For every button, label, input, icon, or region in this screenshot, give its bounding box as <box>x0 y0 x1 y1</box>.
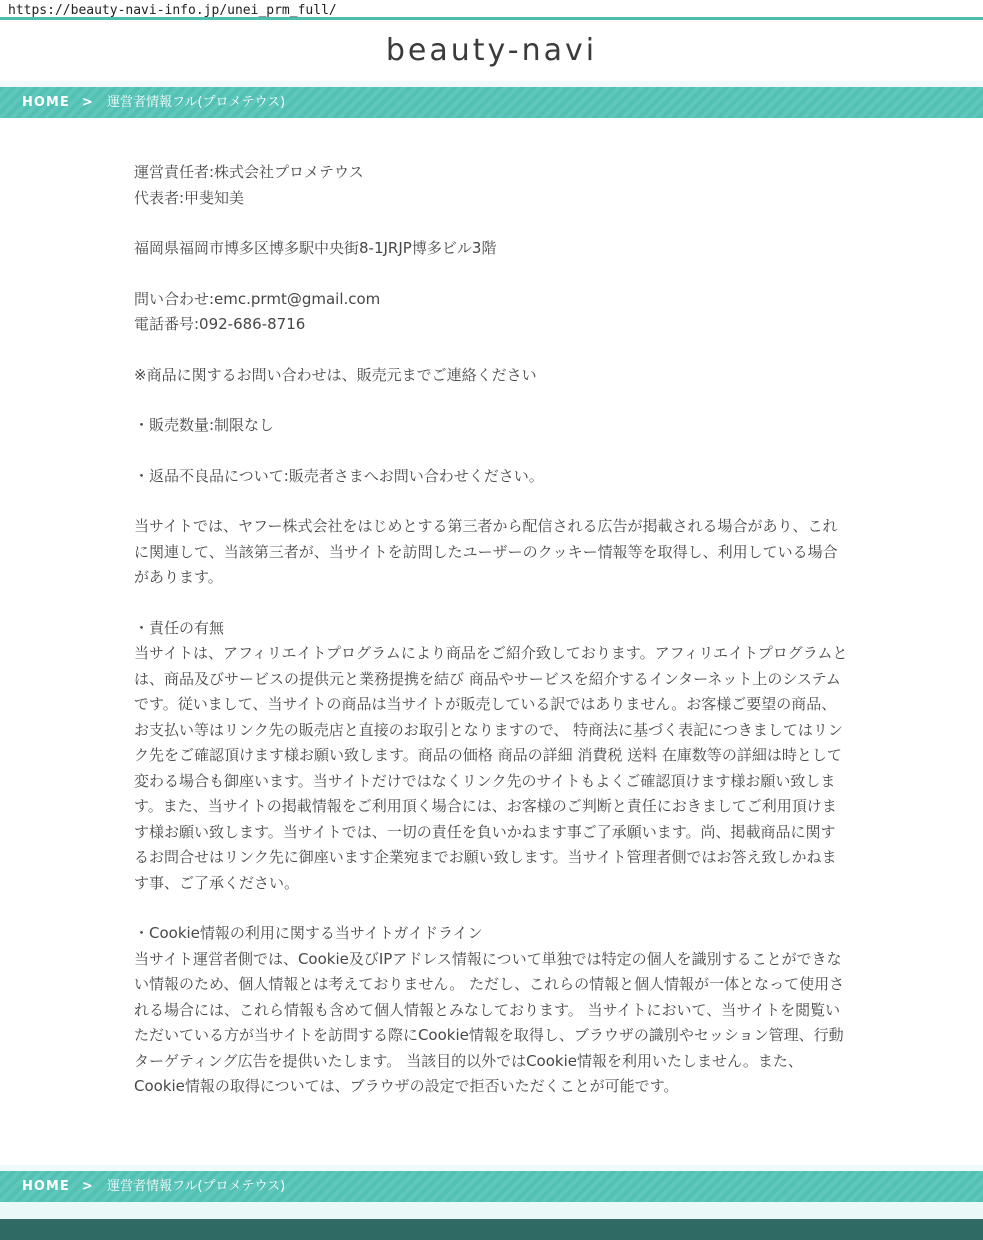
paragraph: 運営責任者:株式会社プロメテウス 代表者:甲斐知美 <box>134 163 364 207</box>
breadcrumb-separator: > <box>81 1178 93 1194</box>
site-title: beauty-navi <box>385 33 598 68</box>
paragraph: 問い合わせ:emc.prmt@gmail.com 電話番号:092-686-8716 <box>134 289 381 333</box>
paragraph: ※商品に関するお問い合わせは、販売元までご連絡ください <box>134 365 537 384</box>
paragraph: ・責任の有無 当サイトは、アフィリエイトプログラムにより商品をご紹介致しております。アフィリエイトプログラムとは、商品及びサービスの提供元と業務提携を結び 商品やサービスを紹介するインターネット上のシステムです。従いまして、当サイトの商品は当サイトが販売している訳ではありません。お客様ご要望の商品、お支払い等はリンク先の販売店と直接のお取引となりますので、 特商法に基づく表記につきましてはリンク先をご確認頂けます様お願い致します。商品の価格 商品の詳細 消費税 送料 在庫数等の詳細は時として変わる場合も御座います。当サイトだけではなくリンク先のサイトもよくご確認頂けます様お願い致します。また、当サイトの掲載情報をご利用頂く場合には、お客様のご判断と責任におきましてご利用頂けます様お願い致します。当サイトでは、一切の責任を負いかねます事ご了承願います。尚、掲載商品に関するお問合せはリンク先に御座います企業宛までお願い致します。当サイト管理者側ではお答え致しかねます事、ご了承ください。 <box>134 618 848 892</box>
breadcrumb-home-link[interactable]: HOME <box>22 1178 70 1194</box>
url-bar <box>0 0 983 20</box>
content-area <box>134 118 849 1165</box>
breadcrumb-current-page: 運営者情報フル(プロメテウス) <box>106 95 286 110</box>
page-footer <box>0 1219 983 1240</box>
paragraph: 福岡県福岡市博多区博多駅中央街8-1JRJP博多ビル3階 <box>134 239 497 257</box>
breadcrumb-separator: > <box>81 95 93 110</box>
paragraph: ・返品不良品について:販売者さまへお問い合わせください。 <box>134 466 544 485</box>
breadcrumb-home-link[interactable]: HOME <box>22 95 70 110</box>
breadcrumb-bottom <box>0 1171 983 1202</box>
footer-spacer-band <box>0 1202 983 1219</box>
paragraph: ・販売数量:制限なし <box>134 416 275 434</box>
paragraph: ・Cookie情報の利用に関する当サイトガイドライン 当サイト運営者側では、Cookie及びIPアドレス情報について単独では特定の個人を識別することができない情報のため、個人情報とは考えておりません。 ただし、これらの情報と個人情報が一体となって使用される場合には、これら情報も含めて個人情報とみなしております。 当サイトにおいて、当サイトを閲覧いただいている方が当サイトを訪問する際にCookie情報を取得し、ブラウザの識別やセッション管理、行動ターゲティング広告を提供いたします。 当該目的以外ではCookie情報を利用いたしません。また、Cookie情報の取得については、ブラウザの設定で拒否いただくことが可能です。 <box>134 924 845 1095</box>
paragraph: 当サイトでは、ヤフー株式会社をはじめとする第三者から配信される広告が掲載される場合があり、これに関連して、当該第三者が、当サイトを訪問したユーザーのクッキー情報等を取得し、利用している場合があります。 <box>134 517 838 586</box>
breadcrumb-current-page: 運営者情報フル(プロメテウス) <box>106 1178 286 1194</box>
page-url[interactable]: https://beauty-navi-info.jp/unei_prm_full/ <box>8 3 337 18</box>
breadcrumb-top <box>0 87 983 118</box>
site-header <box>0 20 983 81</box>
